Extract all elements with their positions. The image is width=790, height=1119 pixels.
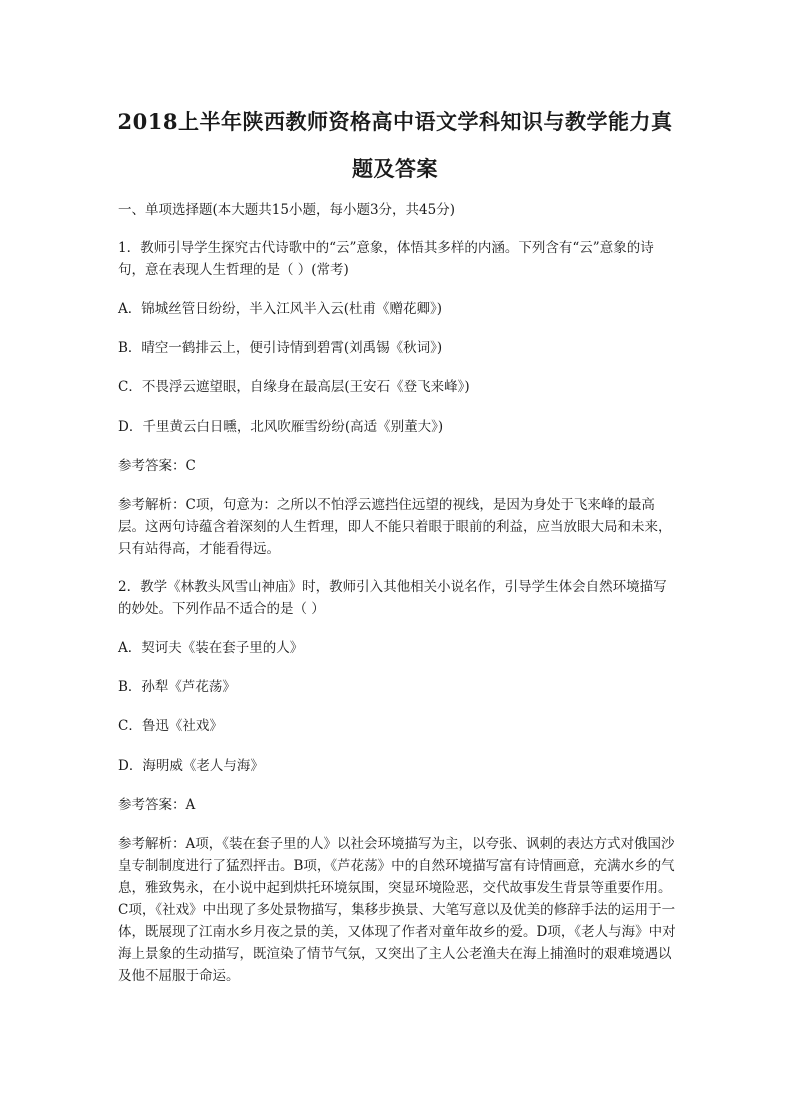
question-1-option-d: D．千里黄云白日曛，北风吹雁雪纷纷(高适《别董大》) [118, 419, 444, 435]
question-2-option-c: C．鲁迅《社戏》 [118, 718, 223, 734]
question-1-option-b: B．晴空一鹤排云上，便引诗情到碧霄(刘禹锡《秋词》) [118, 340, 443, 356]
question-2-answer: 参考答案：A [118, 797, 196, 813]
question-2-option-a: A．契诃夫《装在套子里的人》 [118, 640, 304, 656]
question-1-option-a: A．锦城丝管日纷纷，半入江风半入云(杜甫《赠花卿》) [118, 301, 443, 317]
question-1-option-c: C．不畏浮云遮望眼，自缘身在最高层(王安石《登飞来峰》) [118, 379, 470, 395]
question-1-analysis: 参考解析：C项，句意为：之所以不怕浮云遮挡住远望的视线，是因为身处于飞来峰的最高层。这两句诗蕴含着深刻的人生哲理，即人不能只着眼于眼前的利益，应当放眼大局和未来，只有站得高，才能看得远。 [118, 497, 672, 557]
section-heading: 一、单项选择题(本大题共15小题，每小题3分，共45分) [118, 202, 455, 218]
question-2-stem: 2．教学《林教头风雪山神庙》时，教师引入其他相关小说名作，引导学生体会自然环境描写的妙处。下列作品不适合的是（ ） [118, 579, 667, 617]
question-1-stem: 1．教师引导学生探究古代诗歌中的“云”意象，体悟其多样的内涵。下列含有“云”意象的诗句，意在表现人生哲理的是（ ）(常考) [118, 240, 654, 278]
document-title [100, 98, 690, 192]
question-2-option-b: B．孙犁《芦花荡》 [118, 679, 236, 695]
title-line-1: 2018上半年陕西教师资格高中语文学科知识与教学能力真 [117, 109, 673, 134]
question-1-answer: 参考答案：C [118, 458, 196, 474]
title-line-2: 题及答案 [352, 156, 438, 181]
question-2-analysis: 参考解析：A项，《装在套子里的人》以社会环境描写为主，以夸张、讽刺的表达方式对俄国沙皇专制制度进行了猛烈抨击。B项，《芦花荡》中的自然环境描写富有诗情画意，充满水乡的气息，雅致隽永，在小说中起到烘托环境氛围，突显环境险恶，交代故事发生背景等重要作用。C项，《社戏》中出现了多处景物描写，集移步换景、大笔写意以及优美的修辞手法的运用于一体，既展现了江南水乡月夜之景的美，又体现了作者对童年故乡的爱。D项，《老人与海》中对海上景象的生动描写，既渲染了情节气氛，又突出了主人公老渔夫在海上捕渔时的艰难境遇以及他不屈服于命运。 [118, 836, 676, 984]
question-2-option-d: D．海明威《老人与海》 [118, 758, 264, 774]
